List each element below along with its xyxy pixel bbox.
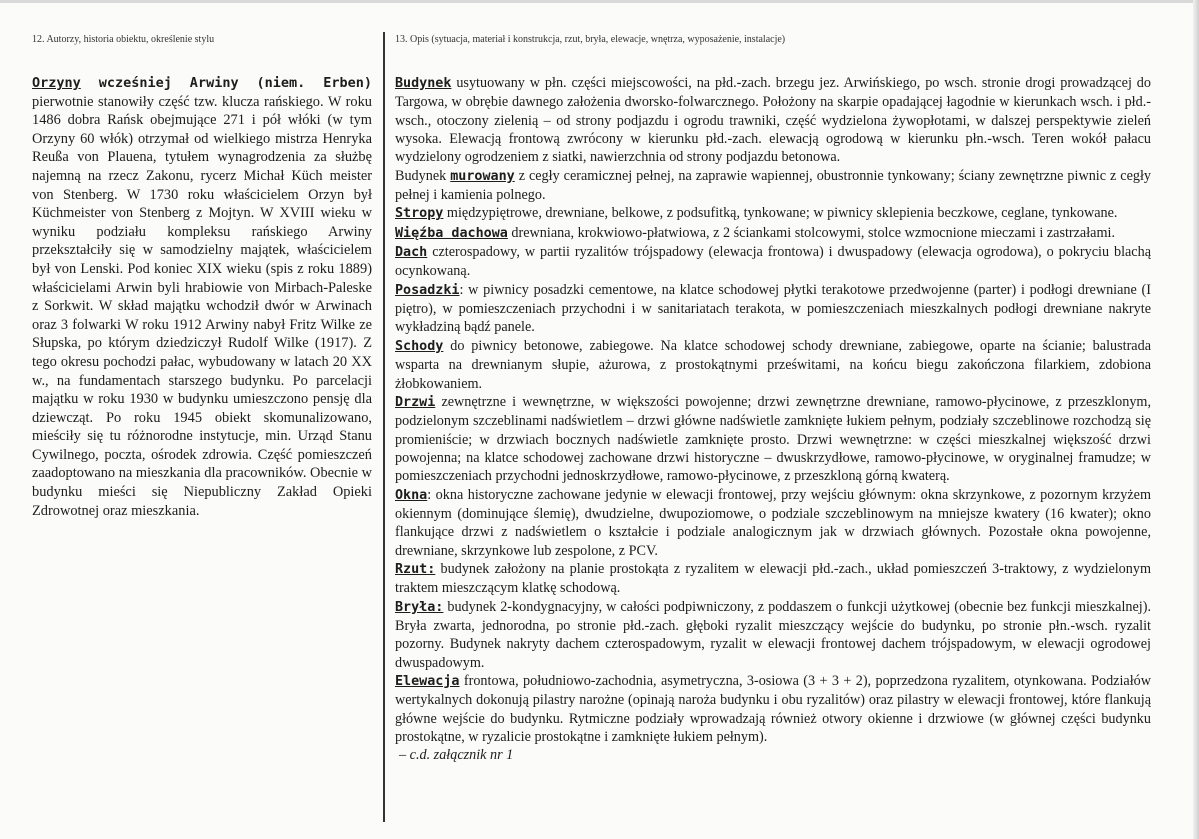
paragraph-dach: [395, 243, 1151, 281]
history-lead-rest: wcześniej Arwiny (niem. Erben): [80, 75, 372, 91]
left-column-header: 12. Autorzy, historia obiektu, określenie stylu: [32, 34, 215, 45]
history-lead-underlined: Orzyny: [32, 75, 81, 91]
paragraph-okna: [395, 486, 1151, 560]
history-lead: [32, 75, 372, 91]
paragraph-label: Bryła:: [395, 599, 444, 615]
paragraph-text: budynek założony na planie prostokąta z ryzalitem w elewacji płd.-zach., układ pomieszczeń 3-traktowy, z wydzielonym traktem mieszczącym klatkę schodową.: [395, 560, 1151, 597]
paragraph-text: : okna historyczne zachowane jedynie w elewacji frontowej, przy wejściu głównym: okna skrzynkowe, z pozornym krzyżem okiennym (dominujące ślemię), dwudzielne, dwupoziomowe, o podziale szczeblinowym na mniejsze kwatery (16 kwater); okno flankujące drzwi z nadświetlem o kształcie i podziale analogicznym jak w drzwiach głównych. Pozostałe okna powojenne, drewniane, skrzynkowe lub zespolone, z PCV.: [395, 486, 1151, 559]
paragraph-prefix: Budynek: [395, 167, 451, 184]
left-column: [32, 34, 372, 824]
continuation-note: – c.d. załącznik nr 1: [399, 747, 514, 764]
paragraph-label: Budynek: [395, 76, 452, 91]
history-body: pierwotnie stanowiły część tzw. klucza rańskiego. W roku 1486 dobra Rańsk obejmujące 271 i pół włóki (w tym Orzyny 60 włók) otrzymał od wielkiego mistrza Henryka Reußa von Plauena, tytułem wynagrodzenia za służbę najemną na rzecz Zakonu, rycerz Michał Küch meister von Stenberg. W 1730 roku właścicielem Orzyn był Küchmeister von Stenberg z Mojtyn. W XVIII wieku w wyniku podziału kompleksu rańskiego Arwiny przekształciły się w samodzielny majątek, właścicielem był von Lenski. Pod koniec XIX wieku (spis z roku 1889) właścicielami Arwin byli hrabiowie von Mirbach-Paleske z Sorkwit. W skład majątku wchodził dwór w Arwinach oraz 3 folwarki W roku 1912 Arwiny nabył Fritz Wilke ze Słupska, po którym dziedziczył Rudolf Wilke (1917). Z tego okresu pochodzi pałac, wybudowany w latach 20 XX w., na fundamentach starszego budynku. Po parcelacji majątku w roku 1930 w budynku umieszczono pensję dla dziewcząt. Po roku 1945 obiekt skomunalizowano, mieściły się tu różnorodne instytucje, min. Urząd Stanu Cywilnego, poczta, ośrodek zdrowia. Część pomieszczeń zaadoptowano na mieszkania dla pracowników. Obecnie w budynku mieści się Niepubliczny Zakład Opieki Zdrowotnej oraz mieszkania.: [32, 93, 372, 519]
paragraph-budynek: [395, 74, 1151, 167]
paragraph-label: Drzwi: [395, 394, 436, 410]
paragraph-posadzki: [395, 281, 1151, 337]
paragraph-text: drewniana, krokwiowo-płatwiowa, z 2 ściankami stolcowymi, stolce wzmocnione mieczami i zastrzałami.: [507, 224, 1115, 241]
paragraph-rzut: [395, 560, 1151, 598]
right-column: [395, 34, 1151, 824]
paragraph-schody: [395, 337, 1151, 393]
paragraph-text: z cegły ceramicznej pełnej, na zaprawie wapiennej, obustronnie tynkowany; ściany zewnętrzne piwnic z cegły pełnej i kamienia polnego.: [395, 167, 1151, 204]
paragraph-text: czterospadowy, w partii ryzalitów trójspadowy (elewacja frontowa) i dwuspadowy (elewacja ogrodowa), o pokryciu blachą ocynkowaną.: [395, 244, 1151, 280]
paragraph-label: Stropy: [395, 206, 444, 222]
paragraph-wiezba: [395, 224, 1151, 243]
paragraph-label: Posadzki: [395, 282, 460, 298]
scan-edge-top: [0, 0, 1199, 3]
column-divider: [383, 32, 385, 822]
paragraph-drzwi: [395, 393, 1151, 486]
paragraph-label: Dach: [395, 245, 428, 261]
paragraph-text: usytuowany w płn. części miejscowości, na płd.-zach. brzegu jez. Arwińskiego, po wsch. stronie drogi prowadzącej do Targowa, w obrębie dawnego założenia dworsko-folwarcznego. Położony na skarpie opadającej łagodnie w kierunkach wsch. i płd.-wsch., otoczony zielenią – od strony podjazdu i ogrodu trawniki, część wydzielona żywopłotami, w dalszej perspektywie zieleń wysoka. Elewacją frontową zwrócony w kierunku płd.-zach. elewacją ogrodową w kierunku płn.-wsch. Teren wokół pałacu wydzielony ogrodzeniem z siatki, nawierzchnia od strony podjazdu betonowa.: [395, 75, 1151, 166]
paragraph-text: do piwnicy betonowe, zabiegowe. Na klatce schodowej schody drewniane, zabiegowe, oparte na ścianie; balustrada wsparta na drewnianym słupie, ażurowa, z prostokątnymi prześwitami, na końcu biegu zakończona filarkiem, zdobiona żłobkowaniem.: [395, 337, 1151, 392]
right-column-header: 13. Opis (sytuacja, materiał i konstrukcja, rzut, bryła, elewacje, wnętrza, wyposażenie, instalacje): [395, 34, 786, 45]
history-text: [32, 74, 372, 520]
scan-edge-right: [1193, 0, 1199, 839]
paragraph-text: frontowa, południowo-zachodnia, asymetryczna, 3-osiowa (3 + 3 + 2), poprzedzona ryzalitem, otynkowana. Podziałów wertykalnych dokonują pilastry narożne (opinają naroża budynku i obu ryzalitów) oraz pilastry w elewacji frontowej, które flankują główne wejście do budynku. Rytmiczne podziały wprowadzają również otwory okienne i drzwiowe (w głównej części budynku prostokątne, w ryzalicie prostokątne i zamknięte łukiem pełnym).: [395, 673, 1151, 746]
paragraph-bryla: [395, 598, 1151, 672]
paragraph-murowany: [395, 167, 1151, 205]
paragraph-text: zewnętrzne i wewnętrzne, w większości powojenne; drzwi zewnętrzne drewniane, ramowo-płycinowe, z przeszklonym, podzielonym szczeblinami nadświetlem – drzwi główne nadświetle zamknięte łukiem pełnym, podziały szczeblinowe rozchodzą się promieniście; w drzwiach bocznych nadświetle zamknięte prosto. Drzwi wewnętrzne: w części mieszkalnej większość drzwi powojenna; na klatce schodowej zachowane drzwi historyczne – dwuskrzydłowe, ramowo-płycinowe, w oryginalnej framudze; w pomieszczeniach przychodni jednoskrzydłowe, ramowo-płycinowe, z przeszkloną górną kwaterą.: [395, 393, 1151, 485]
paragraph-text: budynek 2-kondygnacyjny, w całości podpiwniczony, z poddaszem o funkcji użytkowej (obecnie bez funkcji mieszkalnej). Bryła zwarta, jednorodna, po stronie płd.-zach. głęboki ryzalit mieszczący wejście do budynku, po stronie płn.-wsch. ryzalit pozorny. Budynek nakryty dachem czterospadowym, ryzalit w elewacji frontowej dachem trójspadowym, w elewacji ogrodowej dwuspadowym.: [395, 598, 1151, 671]
paragraph-label: Schody: [395, 338, 444, 354]
paragraph-label: Elewacja: [395, 674, 460, 689]
paragraph-text: międzypiętrowe, drewniane, belkowe, z podsufitką, tynkowane; w piwnicy sklepienia beczkowe, ceglane, tynkowane.: [443, 205, 1118, 222]
paragraph-label: Okna: [395, 487, 428, 503]
paragraph-stropy: [395, 204, 1151, 223]
paragraph-label: Więźba dachowa: [395, 225, 508, 241]
paragraph-elewacja: [395, 672, 1151, 746]
description-text: [395, 74, 1151, 765]
paragraph-text: : w piwnicy posadzki cementowe, na klatce schodowej płytki terakotowe przedwojenne (parter) i podłogi drewniane (I piętro), w pomieszczeniach przychodni i w sanitariatach terakota, w pomieszczeniach mieszkalnych podłogi drewniane nakryte wykładziną bądź panele.: [395, 281, 1151, 336]
paragraph-label: murowany: [450, 168, 515, 184]
paragraph-label: Rzut:: [395, 561, 436, 577]
